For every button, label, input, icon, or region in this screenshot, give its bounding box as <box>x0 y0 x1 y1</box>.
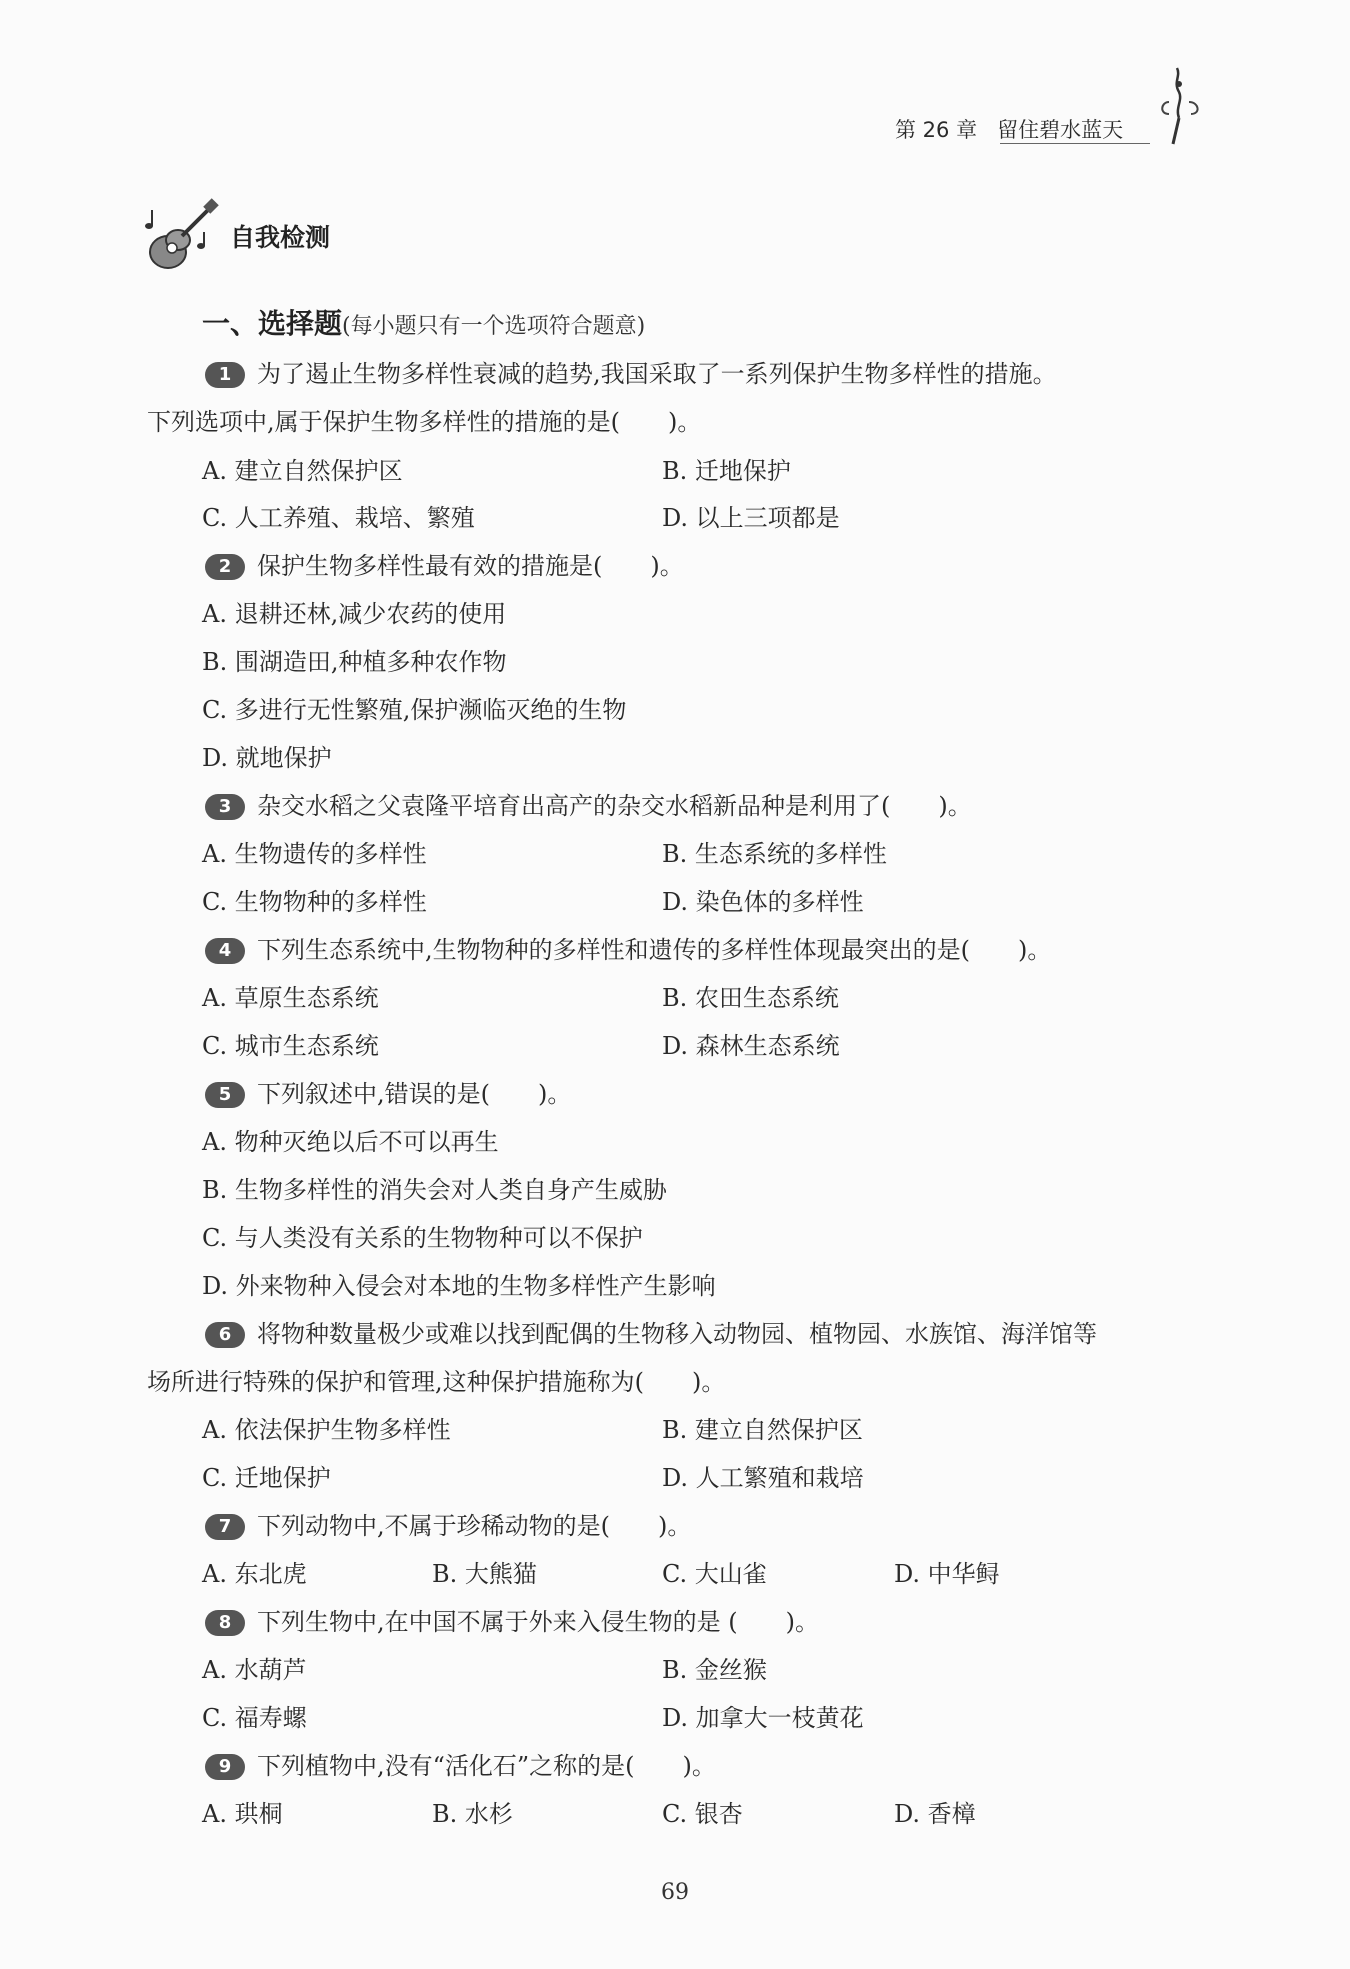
question-number-badge: 8 <box>205 1610 245 1636</box>
question-number-badge: 3 <box>205 794 245 820</box>
question-7-stem <box>205 1510 691 1542</box>
question-1-stem <box>205 358 1057 390</box>
question-number-badge: 6 <box>205 1322 245 1348</box>
question-number-badge: 1 <box>205 362 245 388</box>
option-c: C. 大山雀 <box>662 1560 767 1588</box>
question-text: 为了遏止生物多样性衰减的趋势,我国采取了一系列保护生物多样性的措施。 <box>257 360 1057 388</box>
question-text: 下列生态系统中,生物物种的多样性和遗传的多样性体现最突出的是( )。 <box>257 936 1052 964</box>
option-b: B. 围湖造田,种植多种农作物 <box>202 648 507 676</box>
question-3-stem <box>205 790 972 822</box>
question-number-badge: 9 <box>205 1754 245 1780</box>
option-a: A. 珙桐 <box>202 1800 283 1828</box>
guitar-music-notes-icon <box>142 196 222 276</box>
chapter-number: 第 26 章 <box>895 118 978 142</box>
option-a: A. 东北虎 <box>202 1560 307 1588</box>
option-c: C. 人工养殖、栽培、繁殖 <box>202 504 475 532</box>
option-b: B. 生物多样性的消失会对人类自身产生威胁 <box>202 1176 667 1204</box>
question-text: 下列叙述中,错误的是( )。 <box>257 1080 572 1108</box>
option-b: B. 生态系统的多样性 <box>662 840 887 868</box>
option-a: A. 依法保护生物多样性 <box>202 1416 451 1444</box>
question-text: 保护生物多样性最有效的措施是( )。 <box>257 552 684 580</box>
header-rule <box>1000 143 1150 144</box>
option-d: D. 加拿大一枝黄花 <box>662 1704 864 1732</box>
question-text: 杂交水稻之父袁隆平培育出高产的杂交水稻新品种是利用了( )。 <box>257 792 972 820</box>
option-c: C. 与人类没有关系的生物物种可以不保护 <box>202 1224 643 1252</box>
option-b: B. 金丝猴 <box>662 1656 767 1684</box>
option-d: D. 染色体的多样性 <box>662 888 864 916</box>
chapter-header-text <box>895 114 1123 144</box>
option-b: B. 农田生态系统 <box>662 984 839 1012</box>
option-a: A. 水葫芦 <box>202 1656 307 1684</box>
option-a: A. 建立自然保护区 <box>202 457 403 485</box>
question-6-stem <box>205 1318 1097 1350</box>
question-number-badge: 7 <box>205 1514 245 1540</box>
part-title <box>202 302 645 342</box>
question-8-stem <box>205 1606 819 1638</box>
question-number-badge: 4 <box>205 938 245 964</box>
question-text: 将物种数量极少或难以找到配偶的生物移入动物园、植物园、水族馆、海洋馆等 <box>257 1320 1097 1348</box>
question-4-stem <box>205 934 1051 966</box>
flower-ornament-icon <box>1155 62 1205 152</box>
part-title-note: (每小题只有一个选项符合题意) <box>342 314 646 339</box>
option-b: B. 迁地保护 <box>662 457 791 485</box>
option-a: A. 退耕还林,减少农药的使用 <box>202 600 507 628</box>
option-c: C. 生物物种的多样性 <box>202 888 427 916</box>
chapter-title: 留住碧水蓝天 <box>997 118 1124 142</box>
option-d: D. 就地保护 <box>202 744 332 772</box>
question-6-stem-continued: 场所进行特殊的保护和管理,这种保护措施称为( )。 <box>147 1368 726 1396</box>
option-c: C. 多进行无性繁殖,保护濒临灭绝的生物 <box>202 696 627 724</box>
question-number-badge: 5 <box>205 1082 245 1108</box>
option-b: B. 水杉 <box>432 1800 513 1828</box>
option-a: A. 草原生态系统 <box>202 984 379 1012</box>
option-a: A. 生物遗传的多样性 <box>202 840 427 868</box>
option-b: B. 建立自然保护区 <box>662 1416 863 1444</box>
question-text: 下列生物中,在中国不属于外来入侵生物的是 ( )。 <box>257 1608 819 1636</box>
part-title-main: 一、选择题 <box>202 307 343 340</box>
option-c: C. 福寿螺 <box>202 1704 307 1732</box>
option-d: D. 森林生态系统 <box>662 1032 840 1060</box>
option-c: C. 迁地保护 <box>202 1464 331 1492</box>
option-d: D. 中华鲟 <box>894 1560 1000 1588</box>
option-c: C. 银杏 <box>662 1800 743 1828</box>
option-a: A. 物种灭绝以后不可以再生 <box>202 1128 499 1156</box>
question-number-badge: 2 <box>205 554 245 580</box>
question-1-stem-continued: 下列选项中,属于保护生物多样性的措施的是( )。 <box>147 408 702 436</box>
option-c: C. 城市生态系统 <box>202 1032 379 1060</box>
question-text: 下列植物中,没有“活化石”之称的是( )。 <box>257 1752 716 1780</box>
option-d: D. 人工繁殖和栽培 <box>662 1464 864 1492</box>
page-number: 69 <box>661 1880 689 1905</box>
option-d: D. 外来物种入侵会对本地的生物多样性产生影响 <box>202 1272 716 1300</box>
question-5-stem <box>205 1078 571 1110</box>
section-title: 自我检测 <box>230 223 331 252</box>
chapter-header <box>880 104 1200 144</box>
question-2-stem <box>205 550 684 582</box>
option-b: B. 大熊猫 <box>432 1560 537 1588</box>
question-9-stem <box>205 1750 716 1782</box>
option-d: D. 香樟 <box>894 1800 976 1828</box>
question-text: 下列动物中,不属于珍稀动物的是( )。 <box>257 1512 692 1540</box>
option-d: D. 以上三项都是 <box>662 504 840 532</box>
